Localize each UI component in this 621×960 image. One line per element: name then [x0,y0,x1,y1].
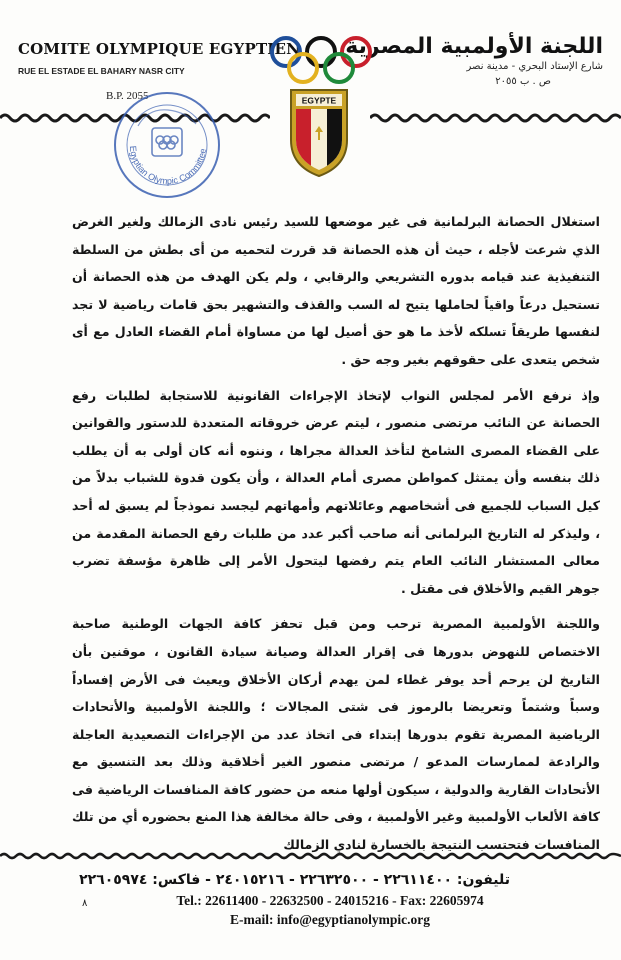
svg-text:Egyptian Olympic Committee [128,145,208,186]
header-wave-line-right [370,108,621,128]
footer-contact [79,872,510,928]
stamp-text: Egyptian Olympic Committee [127,145,208,187]
po-box-en: B.P. 2055 [106,90,149,102]
phones-en: Tel.: 22611400 - 22632500 - 24015216 - Fax: 22605974 [176,893,484,908]
ring-green [325,54,353,82]
header-right [345,34,603,87]
olympic-rings-logo [268,34,374,86]
ring-blue [272,38,300,66]
egypt-shield-emblem [288,88,350,178]
email-address: E-mail: info@egyptianolympic.org [229,912,431,927]
address-ar: شارع الإستاد البحري - مدينة نصر [466,61,603,72]
shield-label: EGYPTE [301,95,337,106]
address-en: RUE EL ESTADE EL BAHARY NASR CITY [18,66,185,76]
footer-wave-line [0,848,621,864]
body-paragraph-1: استغلال الحصانة البرلمانية فى غير موضعها للسيد رئيس نادى الزمالك ولغير الغرض الذي شرعت لأجله ، حيث أن هذه الحصانة قد قررت لتحميه من أى بطش من السلطة التنفيذية عند قيامه بدوره التشريعي والرقابي ، ولم يكن الهدف من هذه الحصانة أن تستحيل درعاً واقياً لحاملها يتيح له السب والقذف والتشهير بحق قامات رياضية لا تجد لنفسها طريقاً تسلكه لأخذ ما هو حق أصيل لها من مساواة أمام القضاء العادل مع أى شخص يتعدى على حقوقهم بغير وجه حق . [72,214,600,367]
ring-red [342,38,370,66]
page-number: ٨ [82,898,88,909]
po-box-ar: ص . ب ٢٠٥٥ [495,76,551,87]
letter-body [72,208,600,859]
official-stamp [108,86,226,204]
phones-ar: تليفون: ٢٢٦١١٤٠٠ - ٢٢٦٣٢٥٠٠ - ٢٤٠١٥٢١٦ - فاكس: ٢٢٦٠٥٩٧٤ [79,872,510,888]
body-paragraph-3: واللجنة الأولمبية المصرية ترحب ومن قبل تحفز كافة الجهات الوطنية صاحبة الاختصاص للنهوض بدورها فى إقرار العدالة وصيانة سيادة القانون ، موقنين بأن التاريخ لن يرحم أحد يوفر غطاء لمن يهدم أركان الأخلاق ويعيث فى الأرض إفساداً وسباً وشتماً وتعريضا بالرموز فى شتى المجالات ؛ واللجنة الأولمبية والأتحادات الرياضية المصرية تقوم بدورها إبتداء فى اتخاذ عدد من الإجراءات التصعيدية العاجلة والرادعة لممارسات المدعو / مرتضى منصور الغير أخلاقية وذلك بعد التنسيق مع الأتحادات القارية والدولية ، سيكون أولها منعه من حضور كافة المنافسات الرياضية فى كافة الألعاب الأولمبية وغير الأولمبية ، وفى حالة مخالفة هذا المنع بحضوره أي من تلك المنافسات فتحتسب النتيجة بالخسارة لنادي الزمالك [72,616,600,853]
ring-yellow [289,54,317,82]
org-name-ar: اللجنة الأولمبية المصرية [345,34,603,59]
body-paragraph-2: وإذ نرفع الأمر لمجلس النواب لإتخاذ الإجراءات القانونية للاستجابة لطلبات رفع الحصانة عن النائب مرتضى منصور ، ليتم عرض خروقاته المتعددة للدستور والقوانين على القضاء المصرى الشامخ لتأخذ العدالة مجراها ، وننوه أنه كان أولى به أن يطلب ذلك بنفسه وأن يمتثل كمواطن مصرى أمام العدالة ، وأن يكون قدوة للشباب بدلاً من كيل السباب للجميع فى أشخاصهم وعائلاتهم وأمهاتهم ليجسد نموذجاً لم يسبق له أحد ، وليذكر له التاريخ البرلمانى أنه صاحب أكبر عدد من طلبات رفع الحصانة المقدمة من معالى المستشار النائب العام يتم رفضها ليتحول الأمر إلى ظاهرة مؤسفة تضرب جوهر القيم والأخلاق فى مقتل . [72,387,600,596]
ring-black [307,38,335,66]
org-name-en: COMITE OLYMPIQUE EGYPTIEN [18,40,301,58]
